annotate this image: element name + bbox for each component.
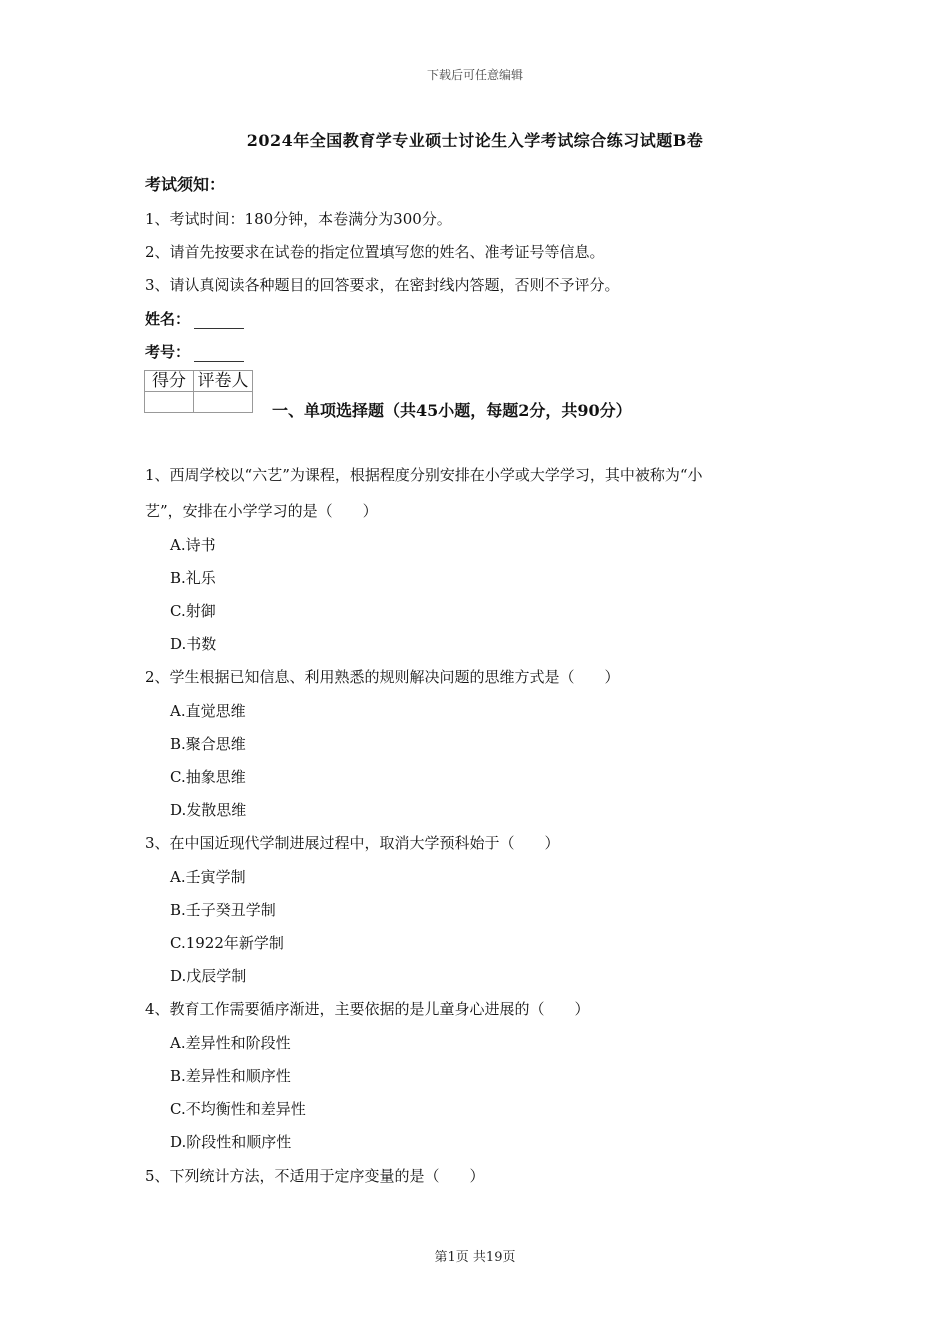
name-label: 姓名： <box>145 310 191 328</box>
score-cell[interactable] <box>145 392 194 413</box>
question-4-text: 4、教育工作需要循序渐进，主要依据的是儿童身心进展的（ ） <box>145 1000 590 1018</box>
question-3-option-a: A.壬寅学制 <box>170 868 246 886</box>
question-1-option-c: C.射御 <box>170 602 216 620</box>
page-footer: 第1页 共19页 <box>434 1250 516 1265</box>
question-2-option-d: D.发散思维 <box>170 801 247 819</box>
score-header: 得分 <box>145 371 194 392</box>
question-1-text: 1、西周学校以“六艺”为课程，根据程度分别安排在小学或大学学习，其中被称为“小 <box>145 466 703 484</box>
id-label: 考号： <box>145 343 191 361</box>
question-1-option-d: D.书数 <box>170 635 217 653</box>
grader-cell[interactable] <box>194 392 253 413</box>
question-3-option-b: B.壬子癸丑学制 <box>170 901 276 919</box>
question-2-option-b: B.聚合思维 <box>170 735 246 753</box>
name-field <box>145 308 244 329</box>
question-5-text: 5、下列统计方法，不适用于定序变量的是（ ） <box>145 1167 485 1185</box>
question-1-text-cont: 艺”，安排在小学学习的是（ ） <box>145 502 378 520</box>
question-3-option-c: C.1922年新学制 <box>170 934 284 952</box>
name-blank[interactable] <box>194 314 244 329</box>
score-table <box>144 370 253 413</box>
id-blank[interactable] <box>194 347 244 362</box>
notice-item: 2、请首先按要求在试卷的指定位置填写您的姓名、准考证号等信息。 <box>145 243 605 261</box>
question-4-option-b: B.差异性和顺序性 <box>170 1067 291 1085</box>
grader-header: 评卷人 <box>194 371 253 392</box>
question-4-option-a: A.差异性和阶段性 <box>170 1034 291 1052</box>
document-title: 2024年全国教育学专业硕士讨论生入学考试综合练习试题B卷 <box>246 131 704 150</box>
header-note: 下载后可任意编辑 <box>426 68 523 82</box>
question-4-option-c: C.不均衡性和差异性 <box>170 1100 306 1118</box>
question-1-option-b: B.礼乐 <box>170 569 216 587</box>
question-3-option-d: D.戊辰学制 <box>170 967 247 985</box>
notice-item: 3、请认真阅读各种题目的回答要求，在密封线内答题，否则不予评分。 <box>145 276 620 294</box>
question-3-text: 3、在中国近现代学制进展过程中，取消大学预科始于（ ） <box>145 834 560 852</box>
question-2-option-c: C.抽象思维 <box>170 768 246 786</box>
section-title: 一、单项选择题（共45小题，每题2分，共90分） <box>272 401 632 420</box>
question-2-option-a: A.直觉思维 <box>170 702 246 720</box>
id-field <box>145 341 244 362</box>
notice-heading: 考试须知： <box>145 175 226 194</box>
question-4-option-d: D.阶段性和顺序性 <box>170 1133 292 1151</box>
question-1-option-a: A.诗书 <box>170 536 216 554</box>
question-2-text: 2、学生根据已知信息、利用熟悉的规则解决问题的思维方式是（ ） <box>145 668 620 686</box>
notice-item: 1、考试时间：180分钟，本卷满分为300分。 <box>145 210 452 228</box>
